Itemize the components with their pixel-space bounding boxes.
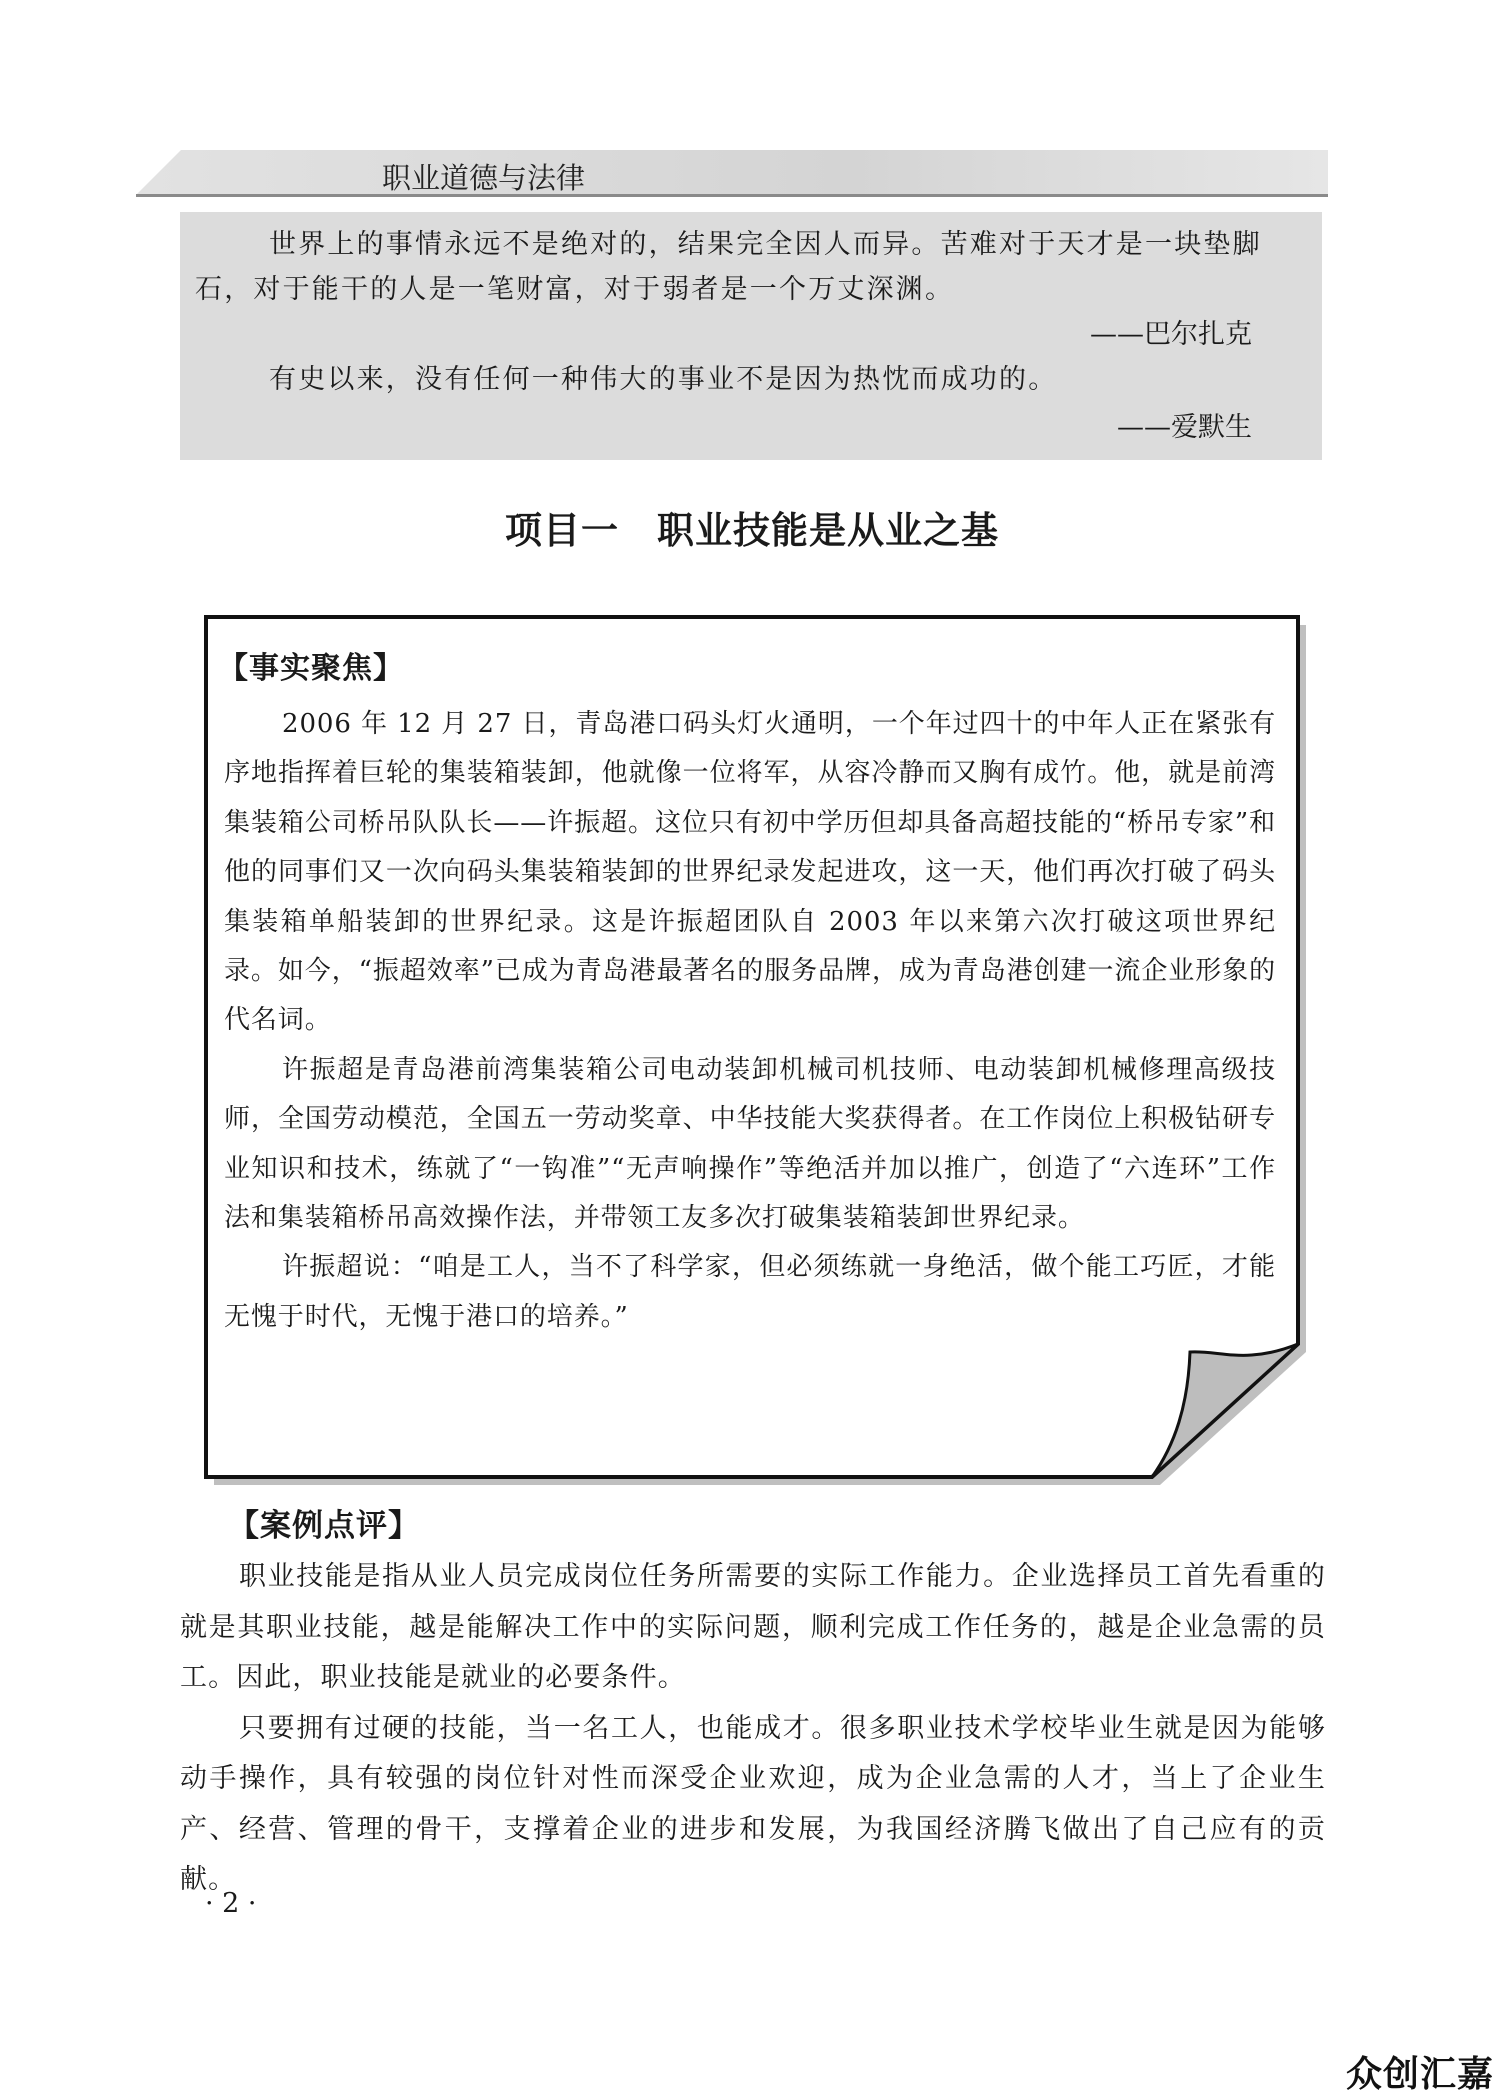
fact-paragraph: 许振超说：“咱是工人，当不了科学家，但必须练就一身绝活，做个能工巧匠，才能无愧于时代，无愧于港口的培养。” bbox=[224, 1252, 1276, 1332]
fact-paragraph: 2006 年 12 月 27 日，青岛港口码头灯火通明，一个年过四十的中年人正在紧张有序地指挥着巨轮的集装箱装卸，他就像一位将军，从容冷静而又胸有成竹。他，就是前湾集装箱公司桥吊队队长——许振超。这位只有初中学历但却具备高超技能的“桥吊专家”和他的同事们又一次向码头集装箱装卸的世界纪录发起进攻，这一天，他们再次打破了码头集装箱单船装卸的世界纪录。这是许振超团队自 2003 年以来第六次打破这项世界纪录。如今，“振超效率”已成为青岛港最著名的服务品牌，成为青岛港创建一流企业形象的代名词。 bbox=[224, 709, 1276, 1036]
epigraph-quote-2: 有史以来，没有任何一种伟大的事业不是因为热忱而成功的。 bbox=[269, 364, 1058, 395]
review-paragraph: 职业技能是指从业人员完成岗位任务所需要的实际工作能力。企业选择员工首先看重的就是其职业技能，越是能解决工作中的实际问题，顺利完成工作任务的，越是企业急需的员工。因此，职业技能是就业的必要条件。 bbox=[180, 1561, 1326, 1693]
case-review-heading: 【案例点评】 bbox=[228, 1508, 420, 1544]
review-paragraph: 只要拥有过硬的技能，当一名工人，也能成才。很多职业技术学校毕业生就是因为能够动手操作，具有较强的岗位针对性而深受企业欢迎，成为企业急需的人才，当上了企业生产、经营、管理的骨干，支撑着企业的进步和发展，为我国经济腾飞做出了自己应有的贡献。 bbox=[180, 1712, 1326, 1895]
fact-focus-body bbox=[224, 700, 1276, 1342]
epigraph-author-1: ——巴尔扎克 bbox=[1090, 319, 1252, 350]
fact-paragraph: 许振超是青岛港前湾集装箱公司电动装卸机械司机技师、电动装卸机械修理高级技师，全国劳动模范，全国五一劳动奖章、中华技能大奖获得者。在工作岗位上积极钻研专业知识和技术，练就了“一钩准”“无声响操作”等绝活并加以推广，创造了“六连环”工作法和集装箱桥吊高效操作法，并带领工友多次打破集装箱装卸世界纪录。 bbox=[224, 1054, 1276, 1234]
epigraph-quote-1: 世界上的事情永远不是绝对的，结果完全因人而异。苦难对于天才是一块垫脚石，对于能干的人是一笔财富，对于弱者是一个万丈深渊。 bbox=[195, 229, 1262, 305]
case-review-body bbox=[180, 1552, 1326, 1906]
page-number: · 2 · bbox=[205, 1888, 257, 1919]
watermark: 众创汇嘉 bbox=[1345, 2054, 1494, 2095]
fact-focus-heading: 【事实聚焦】 bbox=[218, 651, 404, 686]
epigraph-author-2: ——爱默生 bbox=[1117, 412, 1252, 443]
header-title: 职业道德与法律 bbox=[382, 161, 586, 195]
section-title: 项目一 职业技能是从业之基 bbox=[505, 509, 999, 552]
